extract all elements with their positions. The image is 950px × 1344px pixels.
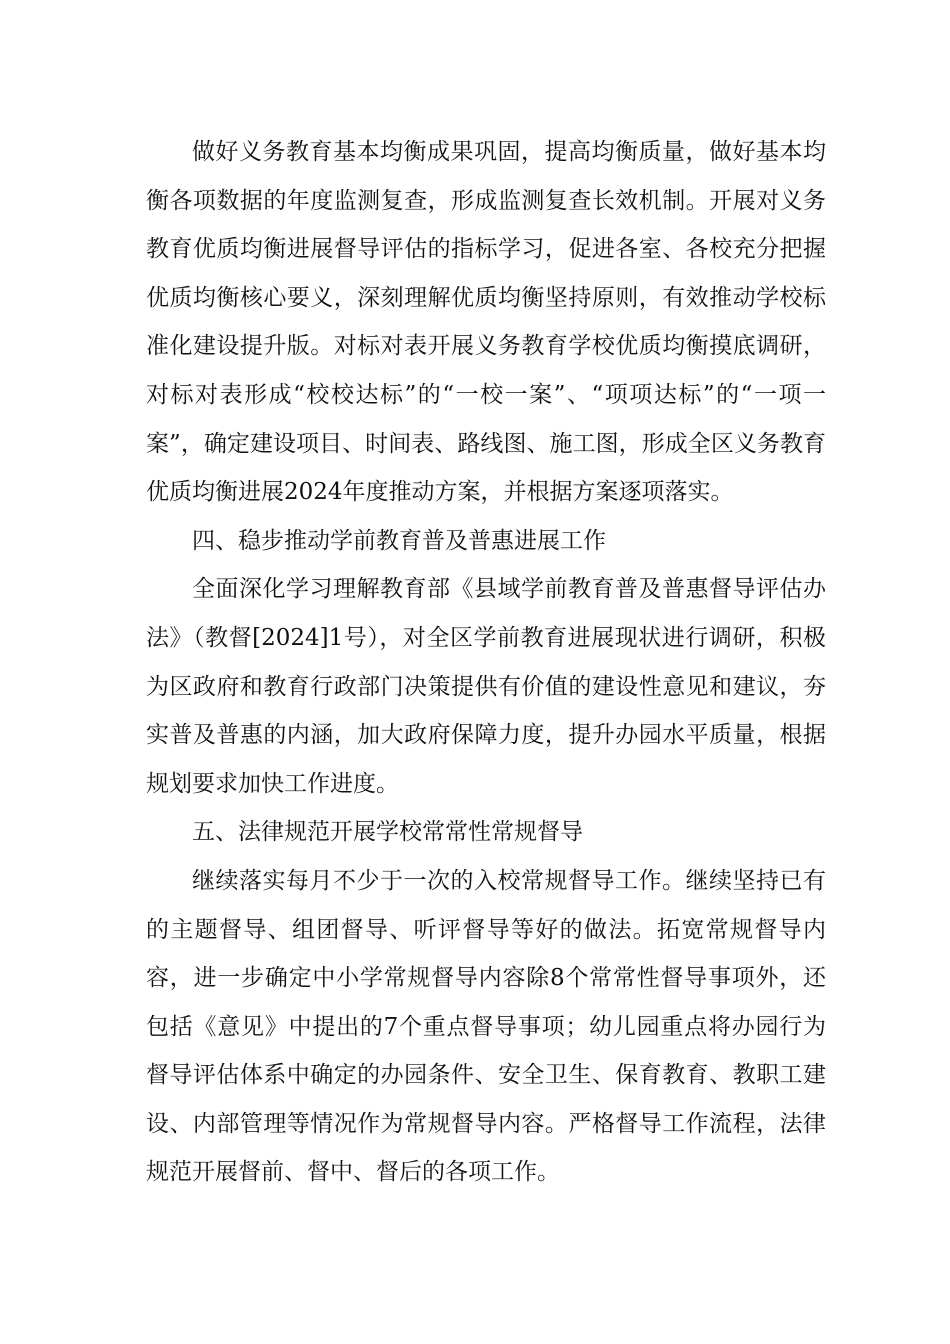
paragraph-routine-supervision: 继续落实每月不少于一次的入校常规督导工作。继续坚持已有的主题督导、组团督导、听评督导等好的做法。拓宽常规督导内容，进一步确定中小学常规督导内容除8个常常性督导事项外，还包括《意见》中提出的7个重点督导事项；幼儿园重点将办园行为督导评估体系中确定的办园条件、安全卫生、保育教育、教职工建设、内部管理等情况作为常规督导内容。严格督导工作流程，法律规范开展督前、督中、督后的各项工作。 (146, 867, 826, 1186)
paragraph-balanced-education: 做好义务教育基本均衡成果巩固，提高均衡质量，做好基本均衡各项数据的年度监测复查，形成监测复查长效机制。开展对义务教育优质均衡进展督导评估的指标学习，促进各室、各校充分把握优质均衡核心要义，深刻理解优质均衡坚持原则，有效推动学校标准化建设提升版。对标对表开展义务教育学校优质均衡摸底调研，对标对表形成“校校达标”的“一校一案”、“项项达标”的“一项一案”，确定建设项目、时间表、路线图、施工图，形成全区义务教育优质均衡进展2024年度推动方案，并根据方案逐项落实。 (146, 139, 826, 506)
paragraph-preschool: 全面深化学习理解教育部《县域学前教育普及普惠督导评估办法》（教督[2024]1号），对全区学前教育进展现状进行调研，积极为区政府和教育行政部门决策提供有价值的建设性意见和建议，夯实普及普惠的内涵，加大政府保障力度，提升办园水平质量，根据规划要求加快工作进度。 (146, 576, 826, 797)
section-heading-preschool: 四、稳步推动学前教育普及普惠进展工作 (192, 527, 606, 554)
section-heading-routine-supervision: 五、法律规范开展学校常常性常规督导 (192, 819, 583, 846)
document-page (146, 128, 826, 1197)
